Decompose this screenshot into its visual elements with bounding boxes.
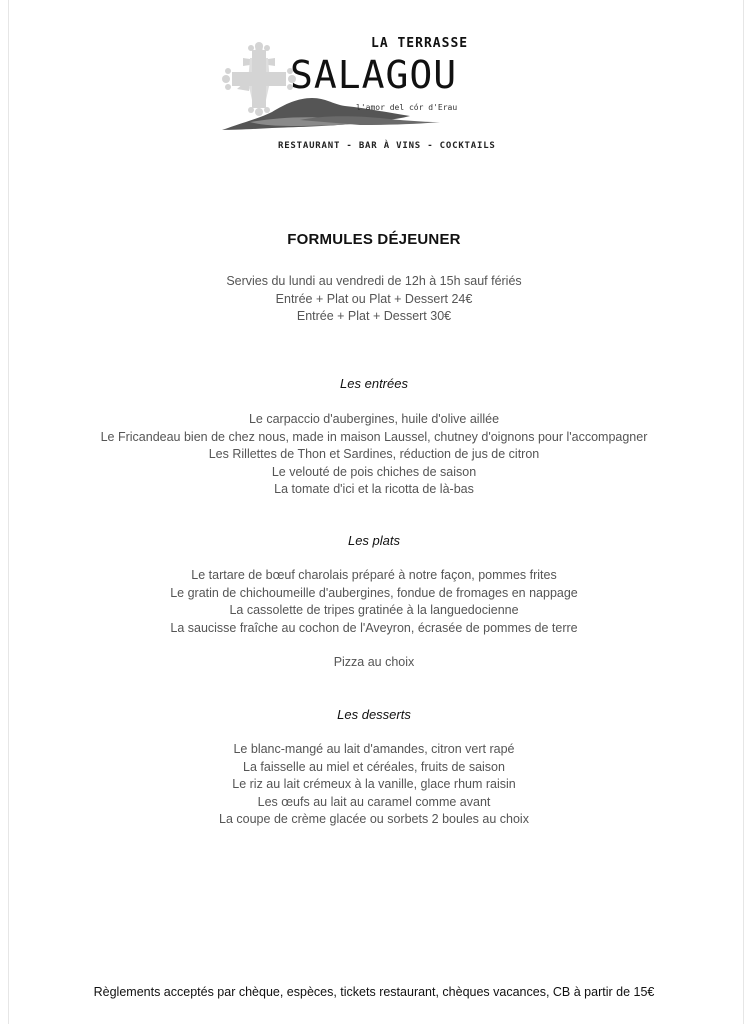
intro-line: Servies du lundi au vendredi de 12h à 15h sauf fériés	[226, 274, 522, 288]
list-item: Le Fricandeau bien de chez nous, made in maison Laussel, chutney d'oignons pour l'accompagner	[100, 429, 648, 444]
list-item: Le riz au lait crémeux à la vanille, glace rhum raisin	[232, 777, 516, 791]
section-title-entrees: Les entrées	[340, 376, 408, 391]
list-item: Le tartare de bœuf charolais préparé à notre façon, pommes frites	[191, 568, 557, 582]
plats-extra: Pizza au choix	[333, 655, 415, 669]
formula-intro	[0, 273, 748, 326]
list-item: La saucisse fraîche au cochon de l'Aveyron, écrasée de pommes de terre	[170, 620, 578, 635]
desserts-list	[0, 741, 748, 829]
list-item: Les œufs au lait au caramel comme avant	[257, 794, 491, 809]
list-item: La cassolette de tripes gratinée à la languedocienne	[229, 603, 519, 617]
list-item: Le blanc-mangé au lait d'amandes, citron vert rapé	[233, 742, 515, 756]
list-item: La coupe de crème glacée ou sorbets 2 boules au choix	[219, 812, 529, 826]
section-title-plats: Les plats	[347, 533, 401, 548]
logo-line-salagou: SALAGOU	[290, 53, 458, 97]
section-title-desserts: Les desserts	[337, 707, 411, 722]
list-item: La faisselle au miel et céréales, fruits de saison	[243, 759, 505, 774]
logo-motto: l'amor del cór d'Erau	[356, 103, 458, 112]
intro-line: Entrée + Plat + Dessert 30€	[296, 309, 452, 323]
list-item: Le gratin de chichoumeille d'aubergines, fondue de fromages en nappage	[170, 585, 578, 600]
list-item: Le velouté de pois chiches de saison	[271, 464, 477, 479]
restaurant-logo	[0, 0, 748, 160]
list-item: Le carpaccio d'aubergines, huile d'olive aillée	[248, 412, 500, 426]
list-item: Les Rillettes de Thon et Sardines, réduction de jus de citron	[208, 447, 540, 461]
logo-services: RESTAURANT - BAR À VINS - COCKTAILS	[278, 141, 496, 151]
logo-line-la-terrasse: LA TERRASSE	[371, 36, 469, 51]
page-title: FORMULES DÉJEUNER	[287, 231, 461, 248]
entrees-list	[0, 411, 748, 499]
list-item: La tomate d'ici et la ricotta de là-bas	[274, 482, 474, 496]
intro-line: Entrée + Plat ou Plat + Dessert 24€	[275, 291, 473, 306]
plats-list	[0, 567, 748, 637]
payment-footer: Règlements acceptés par chèque, espèces, tickets restaurant, chèques vacances, CB à partir de 15€	[93, 985, 655, 999]
